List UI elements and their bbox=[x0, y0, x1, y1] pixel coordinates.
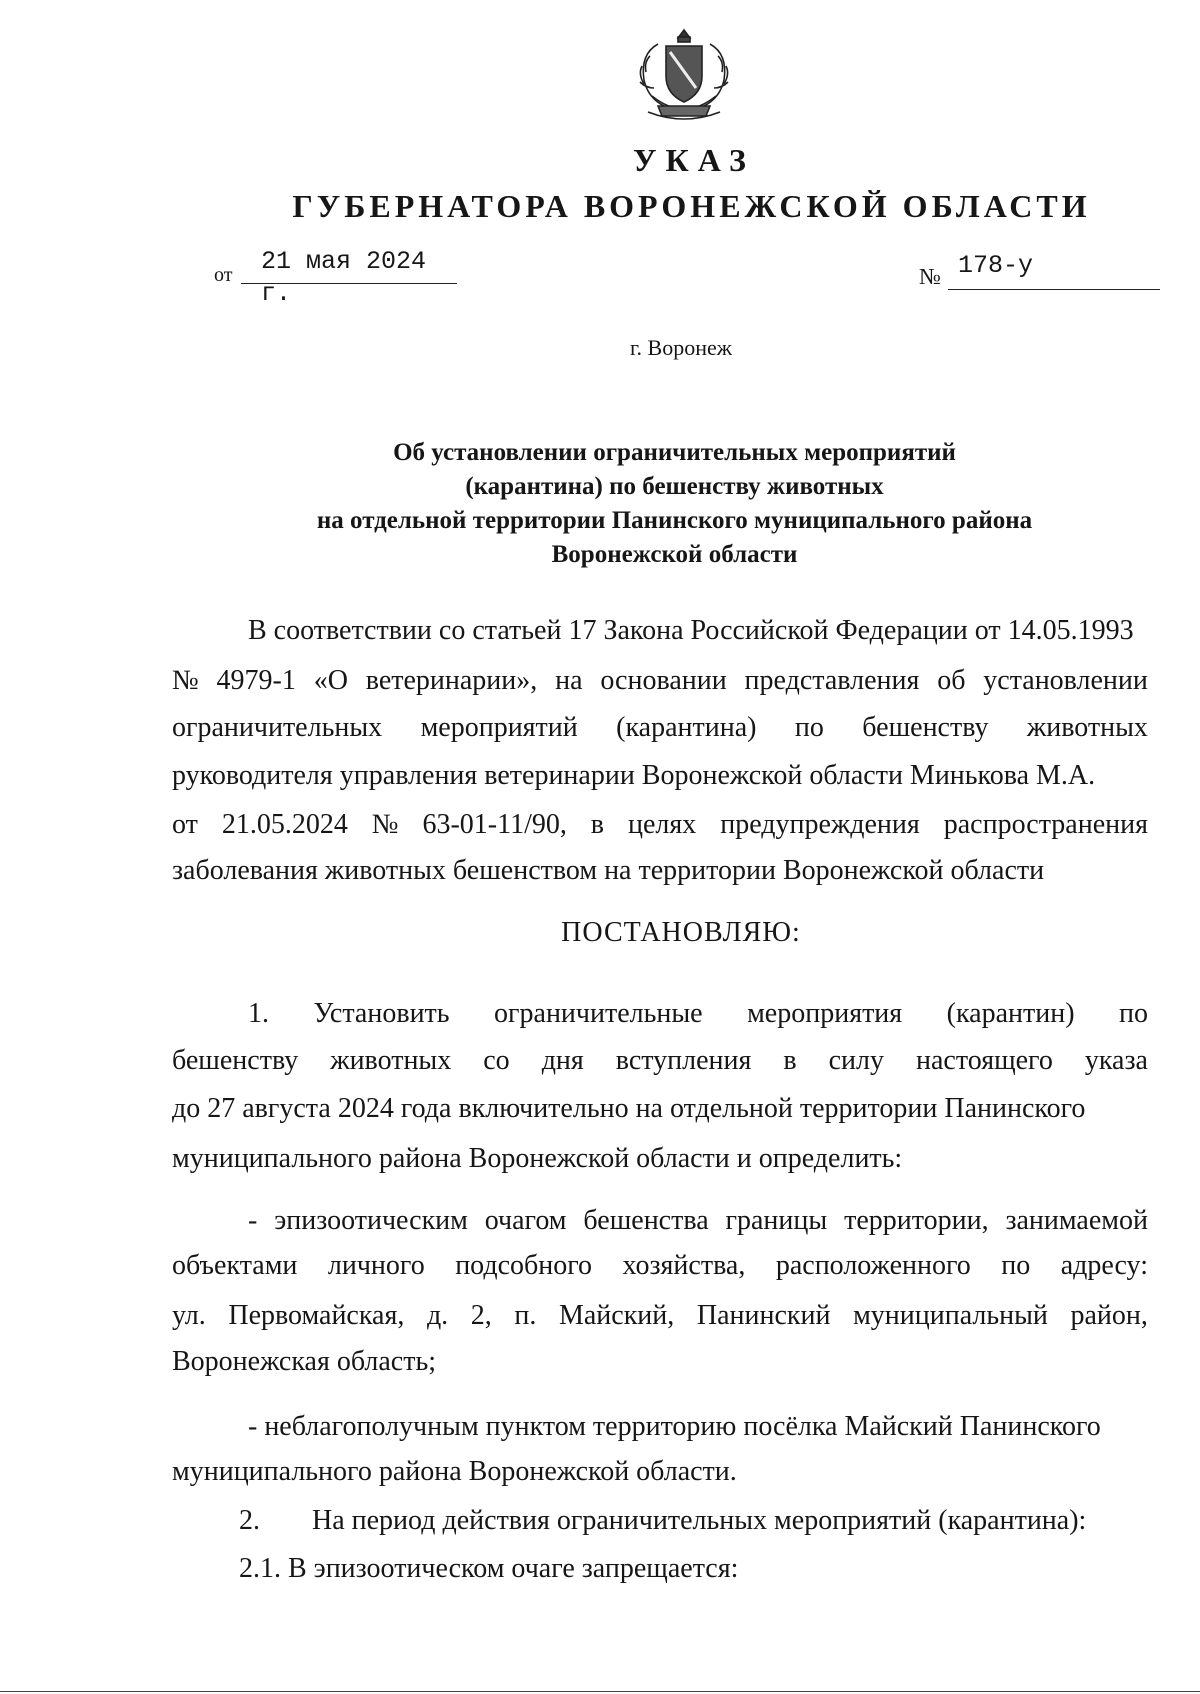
word: подсобного bbox=[455, 1250, 593, 1281]
document-title bbox=[0, 436, 1200, 572]
word: расположенного bbox=[775, 1250, 971, 1281]
word: представления bbox=[744, 665, 920, 696]
word: п. bbox=[514, 1300, 537, 1331]
word: установлении bbox=[983, 665, 1148, 696]
word: ограничительные bbox=[494, 998, 703, 1029]
word: объектами bbox=[172, 1250, 298, 1281]
word: хозяйства, bbox=[622, 1250, 746, 1281]
word: в bbox=[783, 1045, 797, 1076]
word: мероприятия bbox=[747, 998, 903, 1029]
word: Майский, bbox=[558, 1300, 675, 1331]
word: в bbox=[590, 809, 605, 840]
number-label: № bbox=[919, 264, 941, 289]
issuer-title: ГУБЕРНАТОРА ВОРОНЕЖСКОЙ ОБЛАСТИ bbox=[292, 188, 1091, 224]
word: (карантин) bbox=[946, 998, 1075, 1029]
text-line bbox=[172, 1044, 1148, 1078]
word: - bbox=[248, 1205, 258, 1236]
word: эпизоотическим bbox=[274, 1205, 468, 1236]
text-line bbox=[172, 808, 1148, 842]
word: от bbox=[172, 809, 198, 840]
word: силу bbox=[828, 1045, 885, 1076]
coat-of-arms-emblem bbox=[628, 26, 740, 126]
title-line: (карантина) по бешенству животных bbox=[465, 473, 884, 500]
text-line: - неблагополучным пунктом территорию посёлка Майский Панинского bbox=[248, 1411, 1101, 1442]
word: бешенству bbox=[862, 712, 989, 743]
word: животных bbox=[330, 1045, 452, 1076]
word: адресу: bbox=[1060, 1250, 1148, 1281]
word: настоящего bbox=[916, 1045, 1053, 1076]
word: со bbox=[483, 1045, 510, 1076]
document-type-title: УКАЗ bbox=[633, 142, 755, 178]
word: животных bbox=[1026, 712, 1148, 743]
word: по bbox=[1118, 998, 1148, 1029]
text-line: В соответствии со статьей 17 Закона Российской Федерации от 14.05.1993 bbox=[248, 615, 1134, 646]
word: предупреждения bbox=[720, 809, 920, 840]
subitem-text: 2.1. В эпизоотическом очаге запрещается: bbox=[239, 1553, 739, 1584]
text-line: до 27 августа 2024 года включительно на отдельной территории Панинского bbox=[172, 1093, 1086, 1124]
text-line: Воронежская область; bbox=[172, 1346, 437, 1377]
word: д. bbox=[426, 1300, 449, 1331]
text-line bbox=[248, 997, 1148, 1031]
word: Панинский bbox=[696, 1300, 831, 1331]
word: ограничительных bbox=[172, 712, 383, 743]
word: Установить bbox=[313, 998, 450, 1029]
word: муниципальный bbox=[853, 1300, 1048, 1331]
text-line bbox=[172, 1249, 1148, 1283]
title-line: Об установлении ограничительных мероприятий bbox=[393, 439, 956, 466]
word: ул. bbox=[172, 1300, 206, 1331]
word: территории, bbox=[844, 1205, 989, 1236]
title-line: на отдельной территории Панинского муниципального района bbox=[316, 507, 1033, 534]
word: № bbox=[371, 809, 399, 840]
word: основании bbox=[600, 665, 727, 696]
word: 1. bbox=[248, 998, 269, 1029]
text-line bbox=[248, 1204, 1148, 1238]
word: целях bbox=[627, 809, 697, 840]
word: 63-01-11/90, bbox=[422, 809, 567, 840]
document-number: 178-у bbox=[948, 250, 1160, 290]
text-line bbox=[172, 1299, 1148, 1333]
text-line: заболевания животных бешенством на территории Воронежской области bbox=[172, 855, 1045, 886]
word: «О bbox=[313, 665, 348, 696]
word: дня bbox=[541, 1045, 584, 1076]
word: Первомайская, bbox=[228, 1300, 405, 1331]
word: занимаемой bbox=[1005, 1205, 1148, 1236]
title-line: Воронежской области bbox=[551, 541, 798, 568]
word: по bbox=[794, 712, 824, 743]
decree-word: ПОСТАНОВЛЯЮ: bbox=[561, 917, 801, 948]
word: личного bbox=[327, 1250, 425, 1281]
document-date: 21 мая 2024 г. bbox=[241, 246, 457, 284]
word: бешенства bbox=[583, 1205, 709, 1236]
word: распространения bbox=[943, 809, 1148, 840]
item-text: На период действия ограничительных мероприятий (карантина): bbox=[312, 1505, 1087, 1536]
word: район, bbox=[1070, 1300, 1148, 1331]
word: 4979-1 bbox=[216, 665, 296, 696]
word: № bbox=[172, 665, 199, 696]
word: 2, bbox=[470, 1300, 492, 1331]
word: 21.05.2024 bbox=[221, 809, 348, 840]
word: на bbox=[555, 665, 583, 696]
word: указа bbox=[1084, 1045, 1148, 1076]
text-line: руководителя управления ветеринарии Воронежской области Минькова М.А. bbox=[172, 760, 1096, 791]
word: границы bbox=[725, 1205, 828, 1236]
city-label: г. Воронеж bbox=[630, 335, 732, 360]
text-line bbox=[172, 664, 1148, 698]
word: очагом bbox=[484, 1205, 567, 1236]
text-line bbox=[172, 711, 1148, 745]
word: об bbox=[937, 665, 966, 696]
word: бешенству bbox=[172, 1045, 299, 1076]
word: ветеринарии», bbox=[365, 665, 538, 696]
page-bottom-rule bbox=[0, 1691, 1200, 1692]
word: вступления bbox=[615, 1045, 752, 1076]
date-label: от bbox=[214, 264, 233, 286]
item-number: 2. bbox=[239, 1505, 260, 1536]
text-line: муниципального района Воронежской области. bbox=[172, 1456, 737, 1487]
word: мероприятий bbox=[420, 712, 578, 743]
word: (карантина) bbox=[616, 712, 757, 743]
word: по bbox=[1001, 1250, 1031, 1281]
text-line: муниципального района Воронежской области и определить: bbox=[172, 1143, 903, 1174]
